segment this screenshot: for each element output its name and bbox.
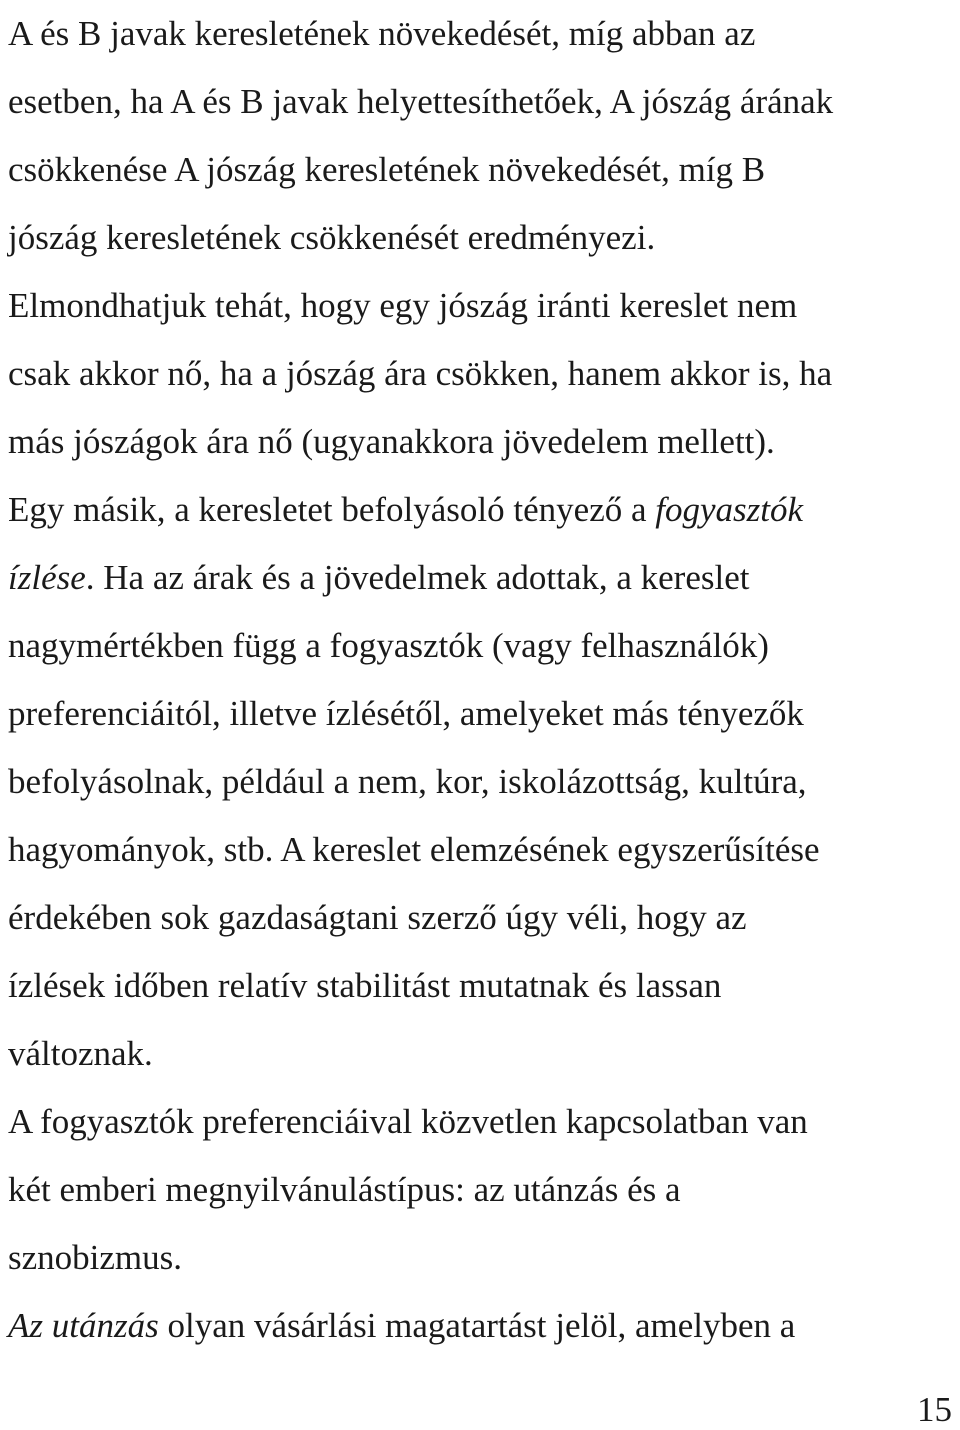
text-line: más jószágok ára nő (ugyanakkora jövedelem mellett). (8, 422, 775, 461)
text-line: csökkenése A jószág keresletének növekedését, míg B (8, 150, 766, 189)
text-line: hagyományok, stb. A kereslet elemzésének egyszerűsítése (8, 830, 820, 869)
text-line: ízlések időben relatív stabilitást mutatnak és lassan (8, 966, 722, 1005)
text-line: befolyásolnak, például a nem, kor, iskolázottság, kultúra, (8, 762, 807, 801)
page-number: 15 (917, 1390, 952, 1429)
italic-term: ízlése (8, 558, 86, 597)
text-line: Az utánzás olyan vásárlási magatartást jelöl, amelyben a (8, 1306, 796, 1345)
italic-term: fogyasztók (655, 490, 804, 529)
text-line: A és B javak keresletének növekedését, míg abban az (8, 14, 756, 53)
text-line: változnak. (8, 1034, 153, 1073)
text-line: Egy másik, a keresletet befolyásoló tényező a fogyasztók (8, 490, 804, 529)
text-line: nagymértékben függ a fogyasztók (vagy felhasználók) (8, 626, 769, 665)
body-text (8, 0, 953, 1360)
italic-term: Az utánzás (8, 1306, 159, 1345)
text-line: két emberi megnyilvánulástípus: az utánzás és a (8, 1170, 681, 1209)
text-line: érdekében sok gazdaságtani szerző úgy véli, hogy az (8, 898, 747, 937)
text-line: preferenciáitól, illetve ízlésétől, amelyeket más tényezők (8, 694, 804, 733)
text-line: jószág keresletének csökkenését eredményezi. (8, 218, 656, 257)
text-line: csak akkor nő, ha a jószág ára csökken, hanem akkor is, ha (8, 354, 833, 393)
text-line: Elmondhatjuk tehát, hogy egy jószág iránti kereslet nem (8, 286, 798, 325)
text-line: esetben, ha A és B javak helyettesíthetőek, A jószág árának (8, 82, 834, 121)
text-line: ízlése. Ha az árak és a jövedelmek adottak, a kereslet (8, 558, 750, 597)
text-line: sznobizmus. (8, 1238, 183, 1277)
text-line: A fogyasztók preferenciáival közvetlen kapcsolatban van (8, 1102, 808, 1141)
